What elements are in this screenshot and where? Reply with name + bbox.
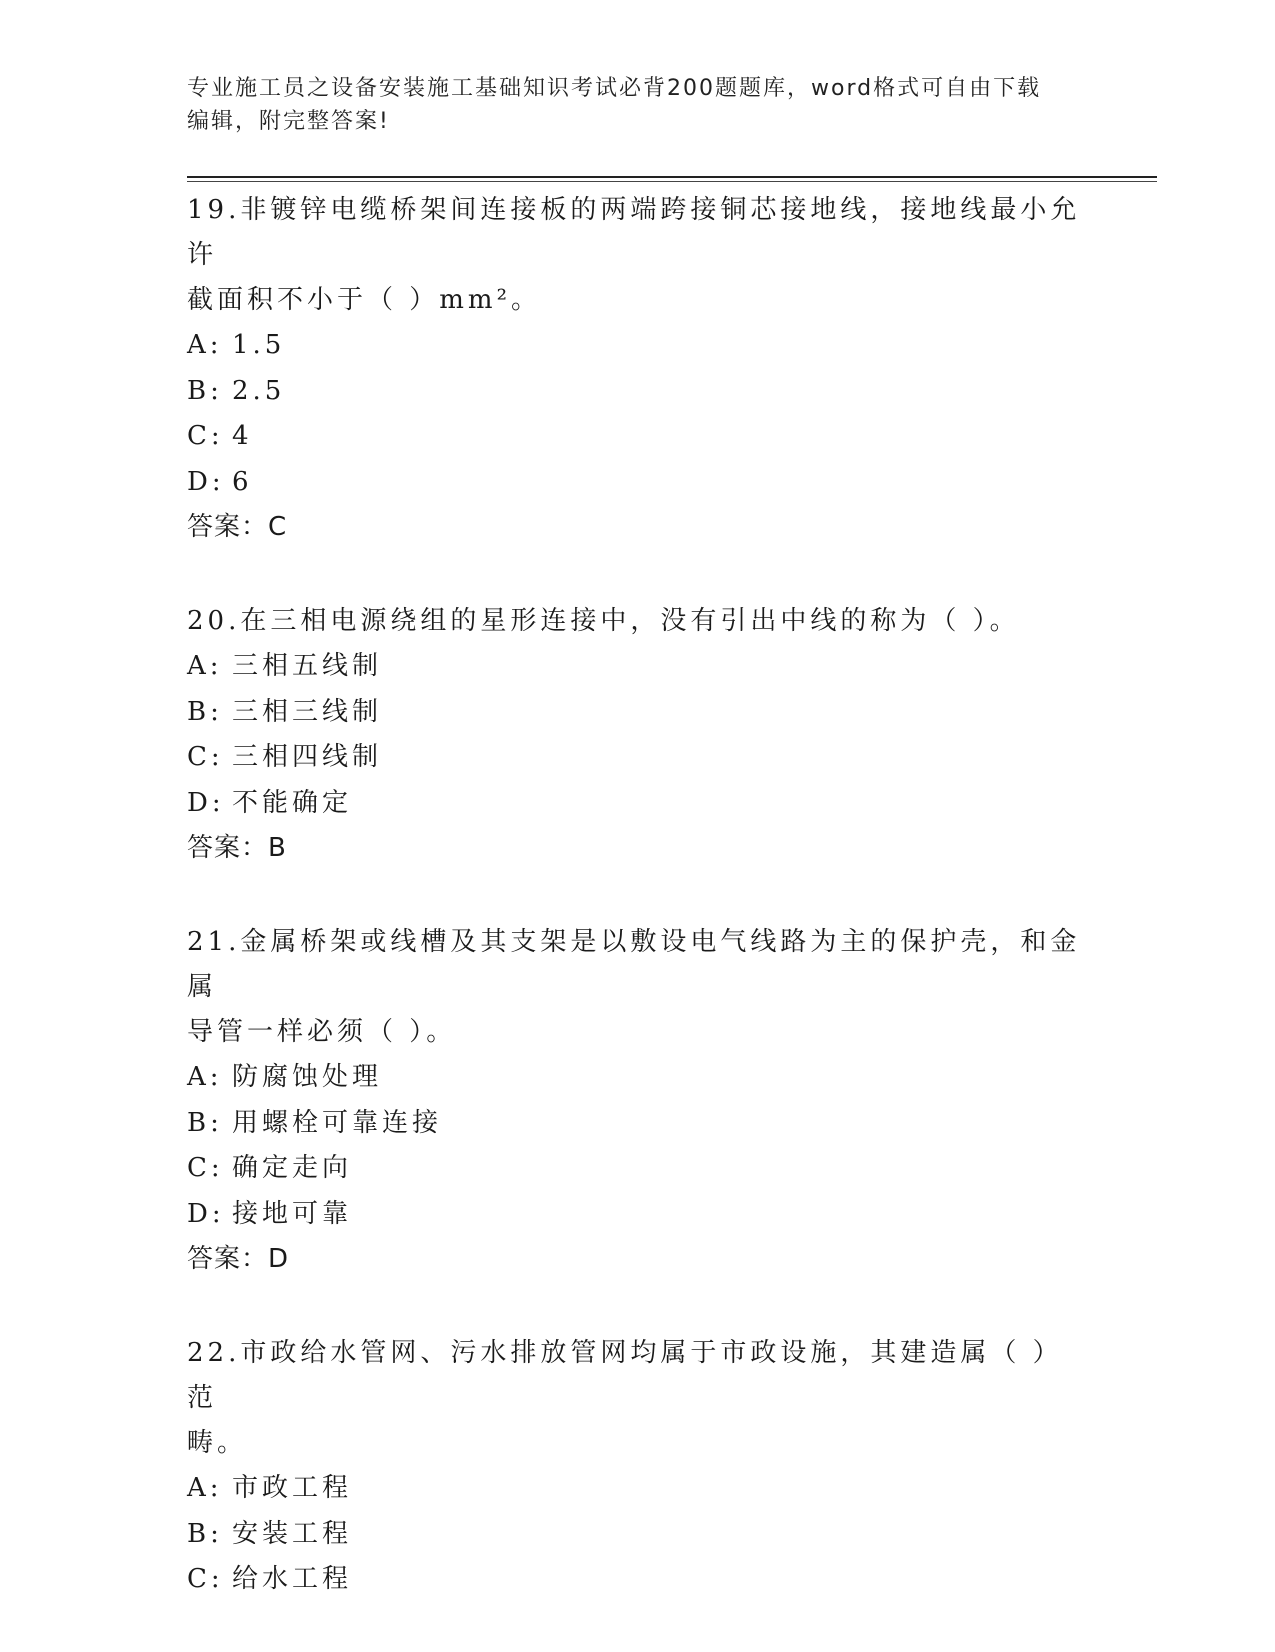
option-text: 6 <box>232 466 253 497</box>
question-stem-line: 21.金属桥架或线槽及其支架是以敷设电气线路为主的保护壳，和金属 <box>187 927 1081 1002</box>
option-b <box>187 369 1087 415</box>
question-list <box>187 188 1087 1652</box>
option-key: C: <box>187 421 224 451</box>
option-b <box>187 1101 1087 1147</box>
option-text: 2.5 <box>232 375 286 406</box>
option-text: 用螺栓可靠连接 <box>232 1107 443 1138</box>
option-key: A: <box>187 1062 223 1092</box>
question-21 <box>187 920 1087 1282</box>
option-a <box>187 323 1087 369</box>
option-key: C: <box>187 1564 224 1594</box>
header-line-2: 编辑，附完整答案! <box>187 109 390 134</box>
option-c <box>187 1557 1087 1603</box>
option-b <box>187 1512 1087 1558</box>
option-text: 给水工程 <box>232 1564 353 1594</box>
option-text: 安装工程 <box>232 1518 353 1549</box>
option-a <box>187 1466 1087 1512</box>
answer-line: 答案：D <box>187 1244 290 1274</box>
option-key: D: <box>187 787 225 818</box>
question-stem-line: 截面积不小于（ ）mm²。 <box>187 285 541 315</box>
option-text: 不能确定 <box>232 787 353 818</box>
question-stem-line: 22.市政给水管网、污水排放管网均属于市政设施，其建造属（ ）范 <box>187 1338 1063 1413</box>
option-text: 市政工程 <box>232 1473 353 1503</box>
option-key: D: <box>187 466 225 497</box>
option-key: A: <box>187 330 223 360</box>
header-divider-secondary <box>187 181 1157 182</box>
option-d <box>187 781 1087 827</box>
option-d <box>187 1192 1087 1238</box>
question-stem-line: 导管一样必须（ ）。 <box>187 1017 457 1047</box>
option-c <box>187 1146 1087 1192</box>
option-key: B: <box>187 375 223 406</box>
header-divider <box>187 176 1157 178</box>
option-text: 确定走向 <box>232 1153 353 1183</box>
option-c <box>187 735 1087 781</box>
option-text: 接地可靠 <box>232 1198 353 1229</box>
question-20 <box>187 599 1087 871</box>
question-stem-line: 20.在三相电源绕组的星形连接中，没有引出中线的称为（ ）。 <box>187 606 1020 636</box>
option-text: 1.5 <box>232 330 286 360</box>
option-a <box>187 1055 1087 1101</box>
option-key: B: <box>187 1107 223 1138</box>
option-key: C: <box>187 1153 224 1183</box>
option-key: A: <box>187 1473 223 1503</box>
option-text: 三相三线制 <box>232 696 383 727</box>
answer-line: 答案：C <box>187 512 288 542</box>
option-b <box>187 690 1087 736</box>
option-text: 三相四线制 <box>232 742 383 772</box>
option-text: 三相五线制 <box>232 651 383 681</box>
header-line-1: 专业施工员之设备安装施工基础知识考试必背200题题库，word格式可自由下载 <box>187 76 1042 101</box>
option-key: D: <box>187 1198 225 1229</box>
option-key: A: <box>187 651 223 681</box>
option-d <box>187 460 1087 506</box>
option-text: 防腐蚀处理 <box>232 1062 383 1092</box>
option-a <box>187 644 1087 690</box>
option-key: C: <box>187 742 224 772</box>
option-c <box>187 414 1087 460</box>
page-header <box>187 72 1067 138</box>
question-22 <box>187 1331 1087 1603</box>
question-stem-line: 畴。 <box>187 1428 248 1458</box>
option-text: 4 <box>232 421 253 451</box>
option-key: B: <box>187 696 223 727</box>
answer-line: 答案：B <box>187 833 287 863</box>
question-stem-line: 19.非镀锌电缆桥架间连接板的两端跨接铜芯接地线，接地线最小允许 <box>187 195 1081 270</box>
question-19 <box>187 188 1087 550</box>
document-page <box>187 0 1157 1650</box>
option-key: B: <box>187 1518 223 1549</box>
